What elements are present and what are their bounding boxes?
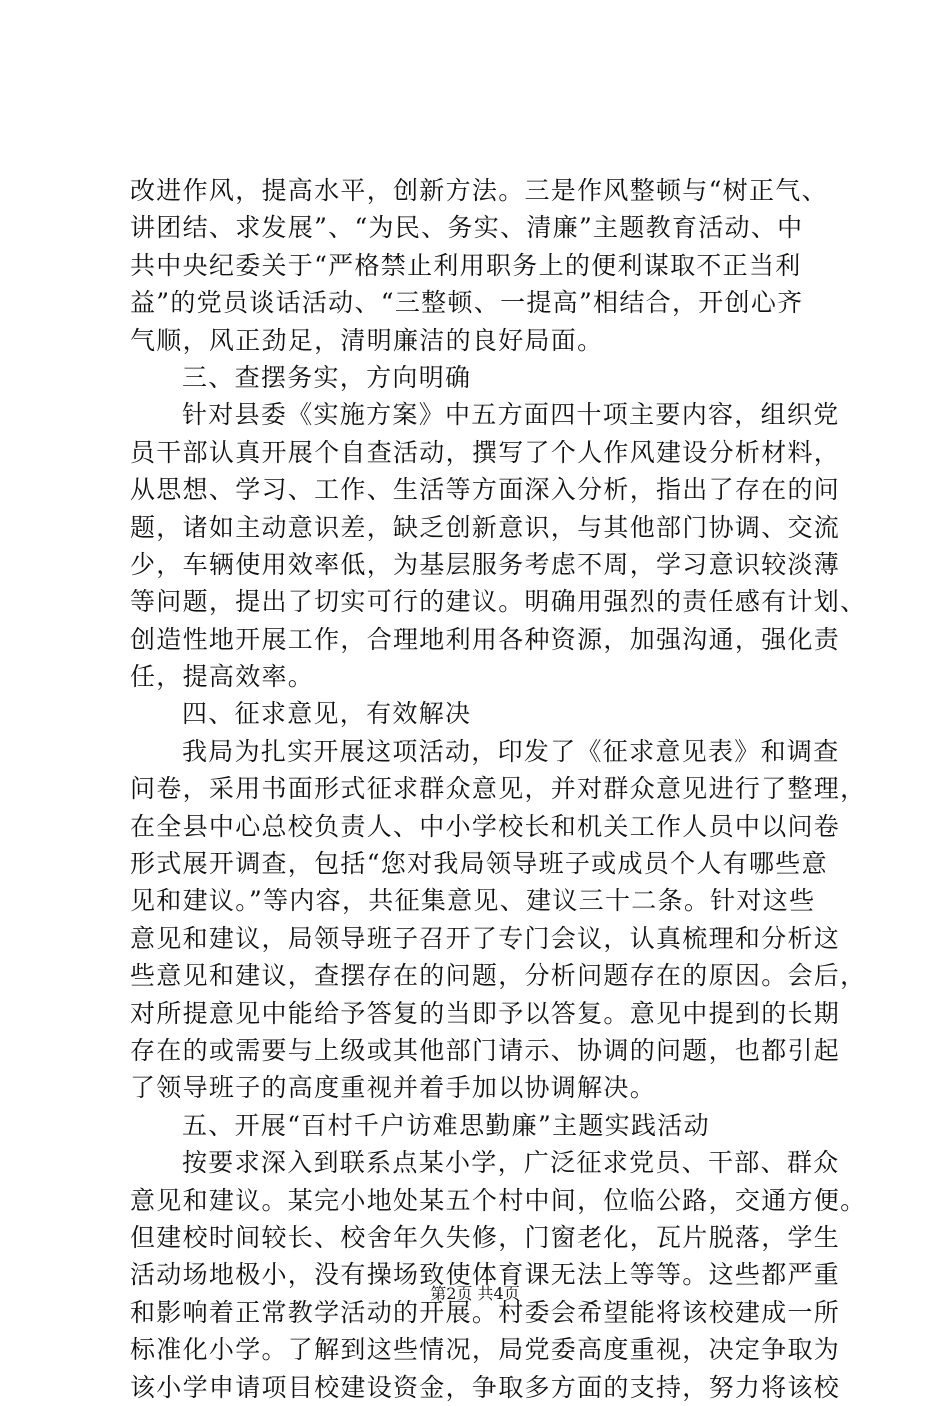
text-line: 共中央纪委关于“严格禁止利用职务上的便利谋取不正当利: [130, 250, 802, 280]
document-body: [130, 172, 867, 1406]
text-line: 些意见和建议，查摆存在的问题，分析问题存在的原因。会后，: [130, 961, 867, 991]
text-line: 气顺，风正劲足，清明廉洁的良好局面。: [130, 325, 604, 355]
section-heading: 三、查摆务实，方向明确: [182, 362, 472, 392]
text-line: 在全县中心总校负责人、中小学校长和机关工作人员中以问卷: [130, 811, 841, 841]
text-line: 问卷，采用书面形式征求群众意见，并对群众意见进行了整理，: [130, 774, 867, 804]
text-line: 少，车辆使用效率低，为基层服务考虑不周，学习意识较淡薄: [130, 549, 841, 579]
text-line: 了领导班子的高度重视并着手加以协调解决。: [130, 1073, 657, 1103]
text-line: 题，诸如主动意识差，缺乏创新意识，与其他部门协调、交流: [130, 512, 841, 542]
text-line: 意见和建议。某完小地处某五个村中间，位临公路，交通方便。: [130, 1185, 867, 1215]
paragraph-first-line: 针对县委《实施方案》中五方面四十项主要内容，组织党: [182, 400, 840, 430]
text-line: 创造性地开展工作，合理地利用各种资源，加强沟通，强化责: [130, 624, 841, 654]
text-line: 改进作风，提高水平，创新方法。三是作风整顿与“树正气、: [130, 176, 828, 205]
text-line: 但建校时间较长、校舍年久失修，门窗老化，瓦片脱落，学生: [130, 1222, 841, 1252]
text-line: 该小学申请项目校建设资金，争取多方面的支持，努力将该校: [130, 1372, 841, 1402]
text-line: 任，提高效率。: [130, 662, 315, 692]
text-line: 益”的党员谈话活动、“三整顿、一提高”相结合，开创心齐: [130, 288, 804, 318]
text-line: 和影响着正常教学活动的开展。村委会希望能将该校建成一所: [130, 1297, 841, 1327]
section-heading: 四、征求意见，有效解决: [182, 699, 472, 729]
text-line: 讲团结、求发展”、“为民、务实、清廉”主题教育活动、中: [130, 213, 804, 243]
text-line: 从思想、学习、工作、生活等方面深入分析，指出了存在的问: [130, 475, 841, 505]
page-number-footer: 第2页 共4页: [430, 1284, 520, 1303]
section-heading: 五、开展“百村千户访难思勤廉”主题实践活动: [182, 1110, 710, 1140]
text-line: 等问题，提出了切实可行的建议。明确用强烈的责任感有计划、: [130, 587, 867, 617]
text-line: 标准化小学。了解到这些情况，局党委高度重视，决定争取为: [130, 1335, 841, 1365]
paragraph-first-line: 我局为扎实开展这项活动，印发了《征求意见表》和调查: [182, 736, 840, 766]
paragraph-first-line: 按要求深入到联系点某小学，广泛征求党员、干部、群众: [182, 1148, 840, 1178]
text-line: 意见和建议，局领导班子召开了专门会议，认真梳理和分析这: [130, 923, 841, 953]
text-line: 形式展开调查，包括“您对我局领导班子或成员个人有哪些意: [130, 849, 828, 879]
text-line: 员干部认真开展个自查活动，撰写了个人作风建设分析材料，: [130, 437, 841, 467]
text-line: 存在的或需要与上级或其他部门请示、协调的问题，也都引起: [130, 1035, 841, 1065]
text-line: 对所提意见中能给予答复的当即予以答复。意见中提到的长期: [130, 998, 841, 1028]
text-line: 见和建议。”等内容，共征集意见、建议三十二条。针对这些: [130, 886, 816, 916]
text-line: 活动场地极小，没有操场致使体育课无法上等等。这些都严重: [130, 1260, 841, 1290]
